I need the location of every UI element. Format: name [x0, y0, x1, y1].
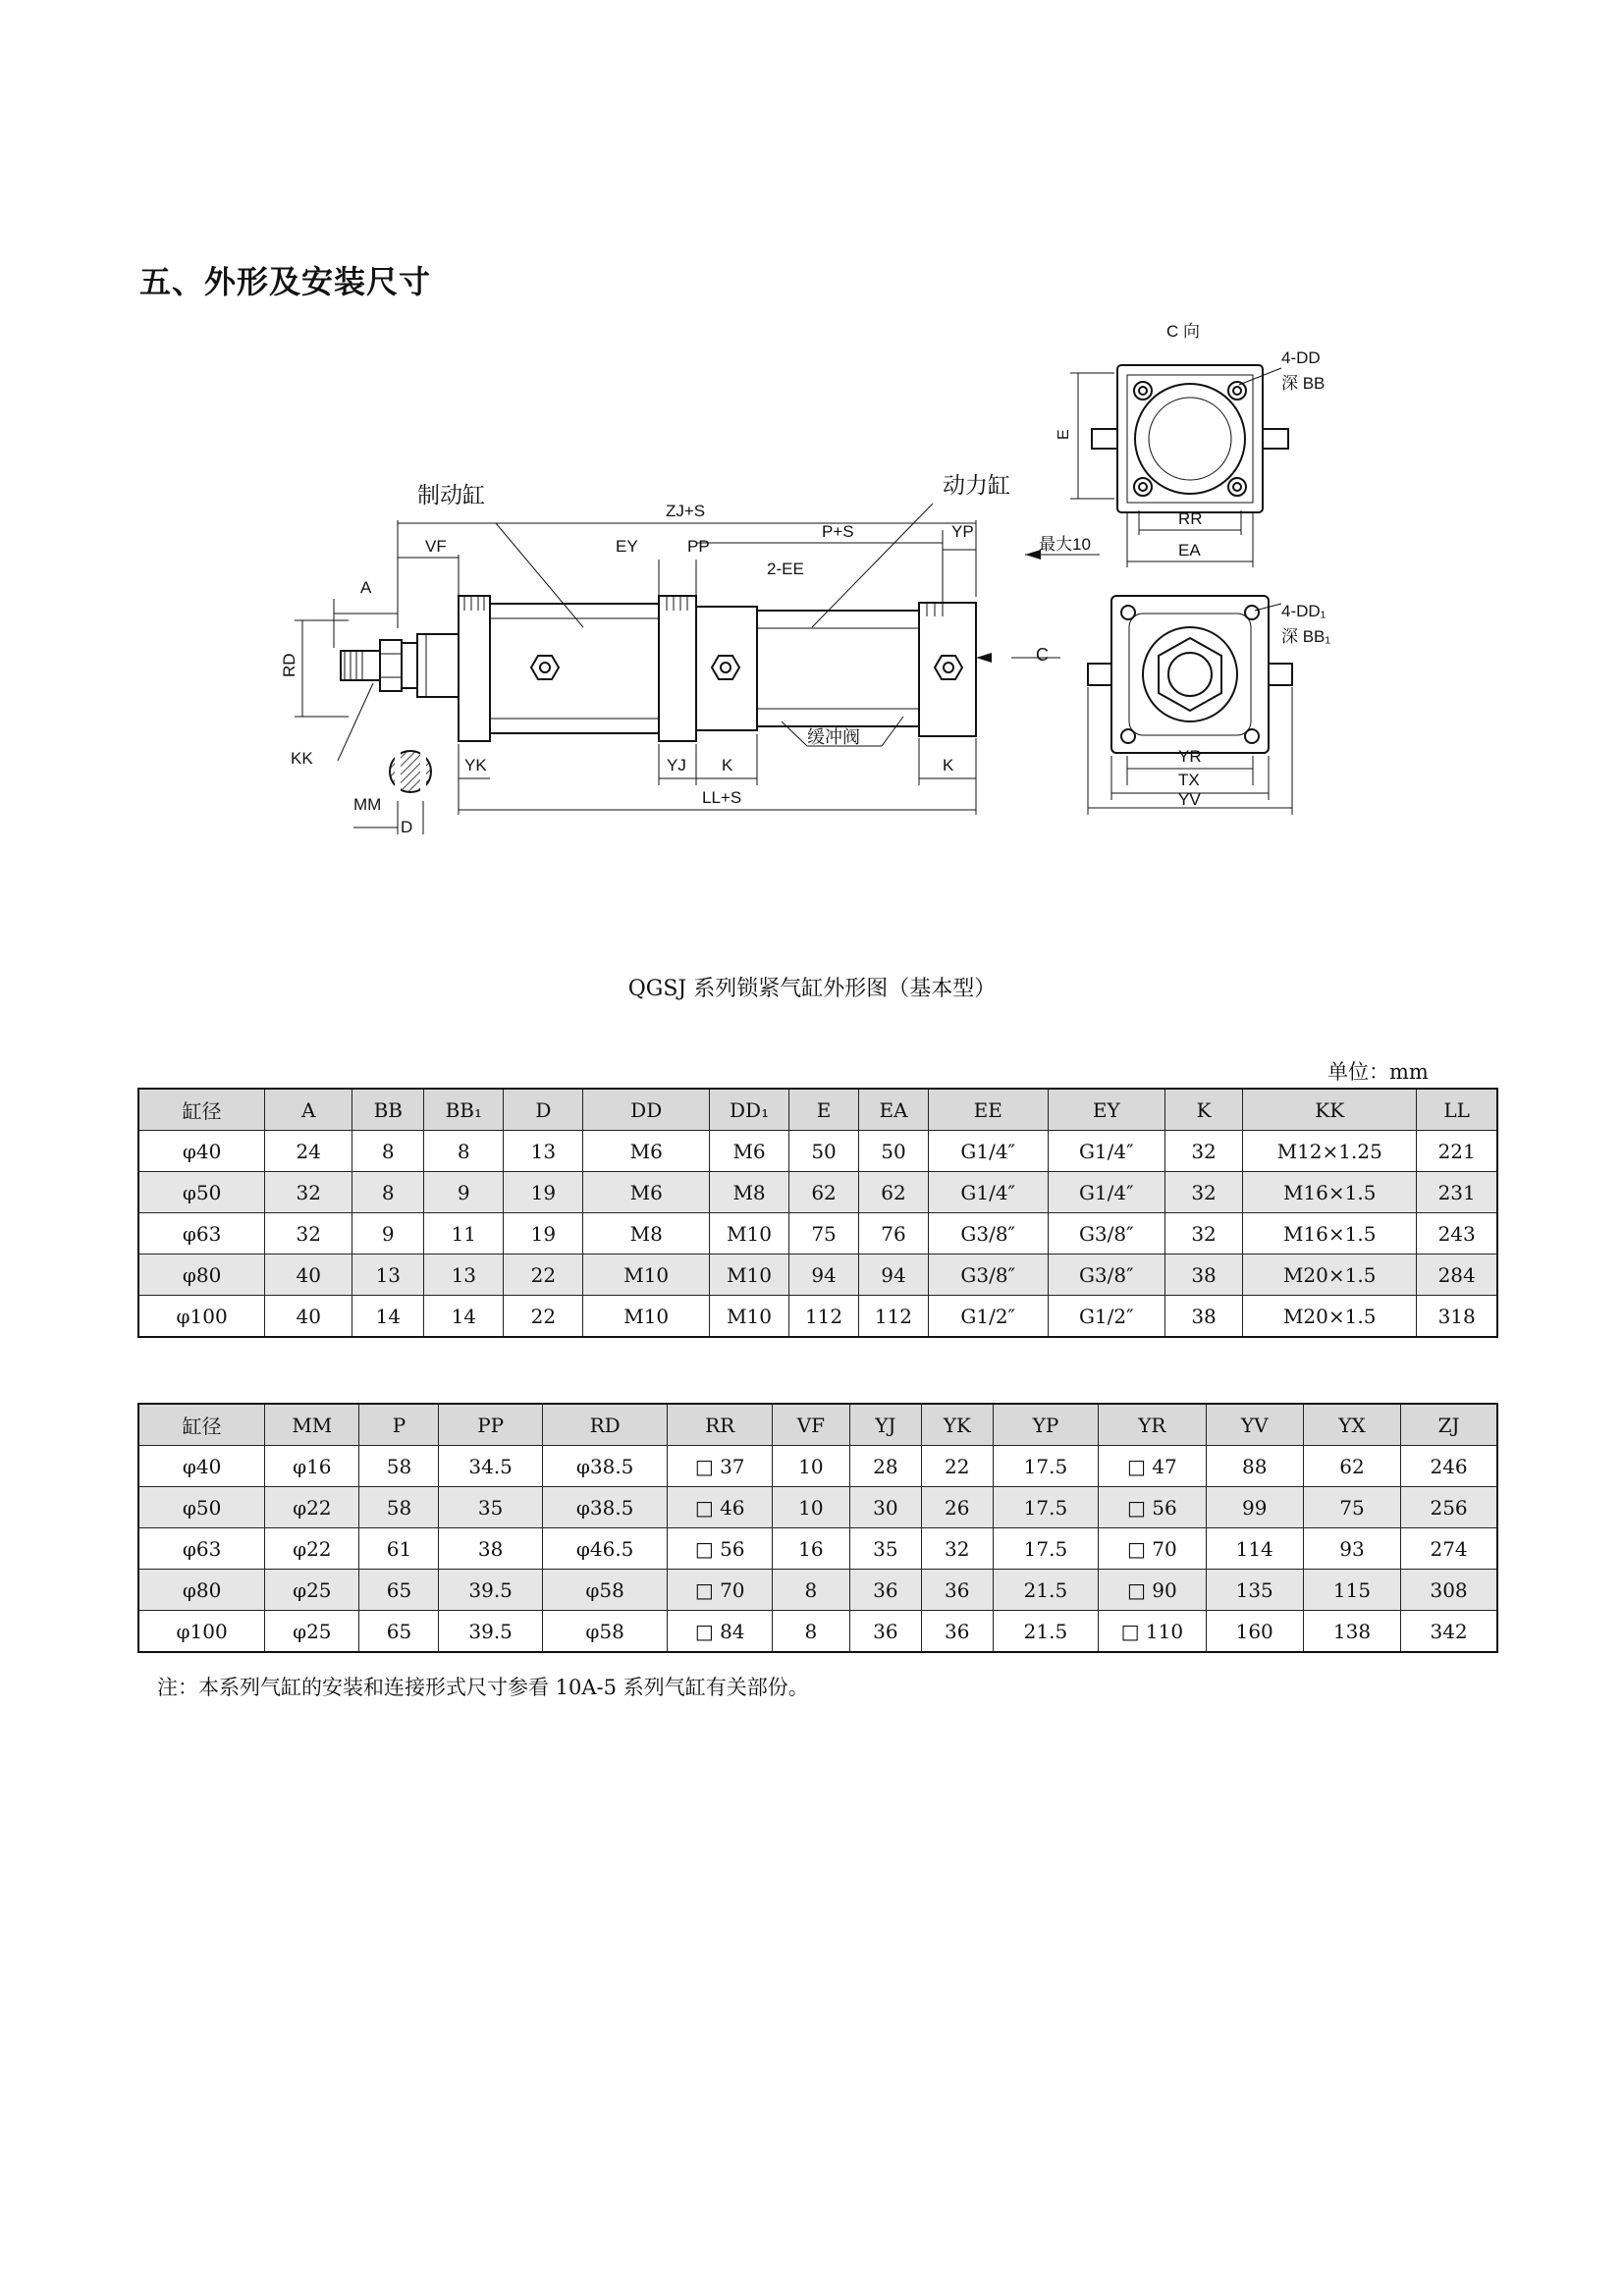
table-cell: 65	[359, 1570, 439, 1611]
table-cell: 8	[352, 1172, 424, 1213]
table-cell: M20×1.5	[1243, 1296, 1417, 1338]
table-cell: G1/2″	[1048, 1296, 1165, 1338]
table-cell: 39.5	[439, 1611, 542, 1653]
column-header: RD	[542, 1404, 668, 1446]
dim-rr: RR	[1178, 509, 1203, 528]
table-cell: 28	[849, 1446, 921, 1487]
table-cell: φ58	[542, 1611, 668, 1653]
dim-tx: TX	[1178, 771, 1200, 789]
table-cell: G1/4″	[1048, 1172, 1165, 1213]
column-header: BB	[352, 1089, 424, 1131]
c-view-port-left	[1092, 429, 1117, 449]
table-cell: 13	[352, 1255, 424, 1296]
table-cell: φ63	[138, 1528, 265, 1570]
table-cell: 19	[504, 1213, 583, 1255]
column-header: 缸径	[138, 1089, 265, 1131]
table-cell: 58	[359, 1446, 439, 1487]
dim-deep-bb: 深 BB	[1281, 374, 1326, 393]
table-cell: 22	[921, 1446, 993, 1487]
table-cell: 32	[1165, 1172, 1243, 1213]
table-cell: φ100	[138, 1611, 265, 1653]
dim-d: D	[401, 818, 413, 836]
table-cell: 8	[352, 1131, 424, 1172]
table-cell: 22	[504, 1296, 583, 1338]
figure-caption: QGSJ 系列锁紧气缸外形图（基本型）	[627, 977, 997, 1001]
table-cell: □ 56	[668, 1528, 772, 1570]
table-cell: 274	[1401, 1528, 1497, 1570]
rod-nut	[380, 640, 402, 691]
table-cell: G1/4″	[928, 1131, 1048, 1172]
dim-yp: YP	[951, 522, 974, 541]
table-row	[138, 1172, 1497, 1213]
dimension-table-2	[137, 1403, 1498, 1653]
dim-ey: EY	[616, 537, 638, 556]
table-cell: 138	[1303, 1611, 1400, 1653]
table-cell: 135	[1206, 1570, 1303, 1611]
column-header: YJ	[849, 1404, 921, 1446]
table-cell: 231	[1417, 1172, 1497, 1213]
c-view-port-right	[1263, 429, 1288, 449]
brake-front-cover	[459, 596, 490, 741]
table-cell: φ38.5	[542, 1446, 668, 1487]
piston-rod-thread	[341, 651, 380, 680]
table-cell: 10	[772, 1487, 849, 1528]
unit-label: 单位：mm	[1327, 1060, 1429, 1084]
rod-gland	[417, 634, 459, 697]
table-cell: 342	[1401, 1611, 1497, 1653]
dim-p-s: P+S	[822, 522, 854, 541]
table-cell: M6	[710, 1131, 789, 1172]
column-header: LL	[1417, 1089, 1497, 1131]
table-header-row	[138, 1404, 1497, 1446]
power-front-head	[696, 607, 757, 730]
table-cell: 13	[504, 1131, 583, 1172]
label-brake-cylinder: 制动缸	[417, 482, 485, 507]
dim-yk: YK	[464, 756, 487, 774]
table-cell: φ80	[138, 1570, 265, 1611]
table-cell: φ50	[138, 1487, 265, 1528]
table-cell: 10	[772, 1446, 849, 1487]
table-cell: 36	[849, 1611, 921, 1653]
table-cell: 62	[859, 1172, 929, 1213]
column-header: EA	[859, 1089, 929, 1131]
dim-ll-s: LL+S	[702, 788, 742, 807]
table-cell: □ 70	[668, 1570, 772, 1611]
dim-e: E	[1056, 429, 1072, 440]
dim-deep-bb1: 深 BB₁	[1281, 627, 1331, 646]
table-cell: 94	[789, 1255, 859, 1296]
table-cell: 65	[359, 1611, 439, 1653]
middle-cover	[659, 596, 696, 741]
table-row	[138, 1255, 1497, 1296]
table-cell: M6	[583, 1172, 710, 1213]
table-cell: 62	[1303, 1446, 1400, 1487]
table-cell: φ40	[138, 1446, 265, 1487]
table-row	[138, 1528, 1497, 1570]
table-cell: 93	[1303, 1528, 1400, 1570]
table-cell: M10	[583, 1296, 710, 1338]
power-port-hex-1	[712, 656, 739, 679]
table-cell: φ22	[265, 1528, 359, 1570]
table-cell: 221	[1417, 1131, 1497, 1172]
table-cell: 35	[439, 1487, 542, 1528]
table-cell: □ 47	[1099, 1446, 1206, 1487]
table-cell: G3/8″	[1048, 1213, 1165, 1255]
table-cell: G3/8″	[928, 1255, 1048, 1296]
table-cell: M12×1.25	[1243, 1131, 1417, 1172]
table-cell: 17.5	[993, 1487, 1098, 1528]
dim-k-rear: K	[943, 756, 954, 774]
dim-k-front: K	[722, 756, 733, 774]
table-cell: 284	[1417, 1255, 1497, 1296]
column-header: K	[1165, 1089, 1243, 1131]
table-cell: φ46.5	[542, 1528, 668, 1570]
table-cell: M10	[710, 1255, 789, 1296]
table-cell: 160	[1206, 1611, 1303, 1653]
table-cell: M10	[710, 1296, 789, 1338]
table-cell: 246	[1401, 1446, 1497, 1487]
column-header: YX	[1303, 1404, 1400, 1446]
column-header: 缸径	[138, 1404, 265, 1446]
table-cell: φ80	[138, 1255, 265, 1296]
table-cell: 38	[1165, 1255, 1243, 1296]
column-header: YP	[993, 1404, 1098, 1446]
table-cell: M16×1.5	[1243, 1172, 1417, 1213]
table-row	[138, 1611, 1497, 1653]
table-cell: M8	[583, 1213, 710, 1255]
table-cell: 50	[859, 1131, 929, 1172]
dim-zj-s: ZJ+S	[666, 502, 706, 520]
table-cell: □ 37	[668, 1446, 772, 1487]
table-cell: 36	[849, 1570, 921, 1611]
table-cell: 19	[504, 1172, 583, 1213]
dimension-table-1	[137, 1088, 1498, 1338]
column-header: YK	[921, 1404, 993, 1446]
table-cell: 32	[1165, 1131, 1243, 1172]
table-cell: G1/4″	[928, 1172, 1048, 1213]
table-cell: 256	[1401, 1487, 1497, 1528]
footnote: 注：本系列气缸的安装和连接形式尺寸参看 10A-5 系列气缸有关部份。	[157, 1676, 809, 1699]
table-cell: □ 56	[1099, 1487, 1206, 1528]
table-cell: 32	[921, 1528, 993, 1570]
column-header: MM	[265, 1404, 359, 1446]
table-cell: G1/2″	[928, 1296, 1048, 1338]
dim-max10: 最大10	[1039, 535, 1091, 554]
table-cell: 32	[265, 1213, 352, 1255]
table-cell: 21.5	[993, 1611, 1098, 1653]
table-cell: 11	[424, 1213, 504, 1255]
dim-rd: RD	[280, 653, 298, 677]
table-header-row	[138, 1089, 1497, 1131]
label-c-view: C 向	[1166, 322, 1200, 341]
table-cell: 36	[921, 1611, 993, 1653]
table-cell: φ40	[138, 1131, 265, 1172]
column-header: EE	[928, 1089, 1048, 1131]
table-cell: 39.5	[439, 1570, 542, 1611]
table-cell: 308	[1401, 1570, 1497, 1611]
rear-view-plate	[1111, 596, 1269, 753]
table-cell: φ25	[265, 1570, 359, 1611]
table-cell: 75	[1303, 1487, 1400, 1528]
table-cell: 17.5	[993, 1446, 1098, 1487]
table-row	[138, 1131, 1497, 1172]
column-header: ZJ	[1401, 1404, 1497, 1446]
dim-yv: YV	[1178, 790, 1201, 809]
dim-4-dd: 4-DD	[1281, 348, 1321, 367]
label-c-arrow: C	[1036, 645, 1049, 665]
table-cell: φ38.5	[542, 1487, 668, 1528]
table-cell: 8	[772, 1570, 849, 1611]
table-cell: 88	[1206, 1446, 1303, 1487]
table-cell: φ63	[138, 1213, 265, 1255]
table-cell: □ 84	[668, 1611, 772, 1653]
column-header: E	[789, 1089, 859, 1131]
table-cell: 94	[859, 1255, 929, 1296]
power-port-hex-2	[935, 656, 962, 679]
dim-ea: EA	[1178, 541, 1201, 560]
column-header: DD₁	[710, 1089, 789, 1131]
column-header: EY	[1048, 1089, 1165, 1131]
dim-4-dd1: 4-DD₁	[1281, 602, 1326, 620]
table-cell: M16×1.5	[1243, 1213, 1417, 1255]
table-cell: φ22	[265, 1487, 359, 1528]
table-cell: □ 110	[1099, 1611, 1206, 1653]
table-cell: 35	[849, 1528, 921, 1570]
table-cell: 8	[772, 1611, 849, 1653]
table-cell: M10	[583, 1255, 710, 1296]
table-cell: 30	[849, 1487, 921, 1528]
table-cell: 76	[859, 1213, 929, 1255]
power-rear-cover	[919, 603, 976, 736]
table-cell: 99	[1206, 1487, 1303, 1528]
dim-yr: YR	[1178, 747, 1202, 766]
table-cell: M20×1.5	[1243, 1255, 1417, 1296]
column-header: PP	[439, 1404, 542, 1446]
table-row	[138, 1487, 1497, 1528]
table-cell: 14	[352, 1296, 424, 1338]
table-cell: φ16	[265, 1446, 359, 1487]
table-cell: G3/8″	[1048, 1255, 1165, 1296]
section-title: 五、外形及安装尺寸	[139, 263, 432, 300]
table-cell: φ25	[265, 1611, 359, 1653]
table-cell: 22	[504, 1255, 583, 1296]
label-cushion-valve: 缓冲阀	[807, 727, 860, 747]
column-header: YV	[1206, 1404, 1303, 1446]
table-cell: □ 90	[1099, 1570, 1206, 1611]
table-cell: G1/4″	[1048, 1131, 1165, 1172]
table-cell: G3/8″	[928, 1213, 1048, 1255]
brake-cylinder-body	[490, 604, 659, 733]
dim-a: A	[360, 578, 372, 597]
table-cell: 26	[921, 1487, 993, 1528]
table-cell: 21.5	[993, 1570, 1098, 1611]
table-cell: 115	[1303, 1570, 1400, 1611]
table-cell: 24	[265, 1131, 352, 1172]
column-header: A	[265, 1089, 352, 1131]
dim-mm: MM	[353, 795, 382, 814]
table-cell: 17.5	[993, 1528, 1098, 1570]
table-cell: 61	[359, 1528, 439, 1570]
table-cell: 16	[772, 1528, 849, 1570]
table-cell: 36	[921, 1570, 993, 1611]
table-cell: 58	[359, 1487, 439, 1528]
brake-port-hex	[531, 656, 559, 679]
table-cell: 62	[789, 1172, 859, 1213]
column-header: RR	[668, 1404, 772, 1446]
table-cell: M10	[710, 1213, 789, 1255]
column-header: BB₁	[424, 1089, 504, 1131]
dim-vf: VF	[425, 537, 447, 556]
column-header: YR	[1099, 1404, 1206, 1446]
table-cell: □ 46	[668, 1487, 772, 1528]
dim-yj: YJ	[667, 756, 686, 774]
table-cell: 40	[265, 1296, 352, 1338]
table-row	[138, 1446, 1497, 1487]
table-row	[138, 1213, 1497, 1255]
column-header: VF	[772, 1404, 849, 1446]
label-power-cylinder: 动力缸	[943, 472, 1010, 498]
c-view-plate	[1117, 365, 1263, 512]
cylinder-outline-drawing	[265, 309, 1331, 859]
table-cell: 75	[789, 1213, 859, 1255]
table-cell: 318	[1417, 1296, 1497, 1338]
table-cell: 38	[439, 1528, 542, 1570]
table-cell: 32	[1165, 1213, 1243, 1255]
c-view-bore	[1135, 384, 1245, 494]
table-cell: 38	[1165, 1296, 1243, 1338]
table-cell: 112	[859, 1296, 929, 1338]
table-row	[138, 1296, 1497, 1338]
column-header: D	[504, 1089, 583, 1131]
column-header: P	[359, 1404, 439, 1446]
table-cell: φ50	[138, 1172, 265, 1213]
table-cell: □ 70	[1099, 1528, 1206, 1570]
table-cell: 243	[1417, 1213, 1497, 1255]
table-cell: 9	[424, 1172, 504, 1213]
table-cell: 13	[424, 1255, 504, 1296]
table-cell: 50	[789, 1131, 859, 1172]
table-cell: 14	[424, 1296, 504, 1338]
table-cell: φ58	[542, 1570, 668, 1611]
table-cell: 114	[1206, 1528, 1303, 1570]
table-cell: 112	[789, 1296, 859, 1338]
column-header: DD	[583, 1089, 710, 1131]
table-cell: 32	[265, 1172, 352, 1213]
dim-2-ee: 2-EE	[767, 560, 804, 578]
dim-pp: PP	[687, 537, 710, 556]
dim-kk: KK	[291, 749, 313, 768]
table-cell: 34.5	[439, 1446, 542, 1487]
column-header: KK	[1243, 1089, 1417, 1131]
table-row	[138, 1570, 1497, 1611]
table-cell: 9	[352, 1213, 424, 1255]
table-cell: 8	[424, 1131, 504, 1172]
table-cell: M8	[710, 1172, 789, 1213]
table-cell: M6	[583, 1131, 710, 1172]
table-cell: φ100	[138, 1296, 265, 1338]
table-cell: 40	[265, 1255, 352, 1296]
